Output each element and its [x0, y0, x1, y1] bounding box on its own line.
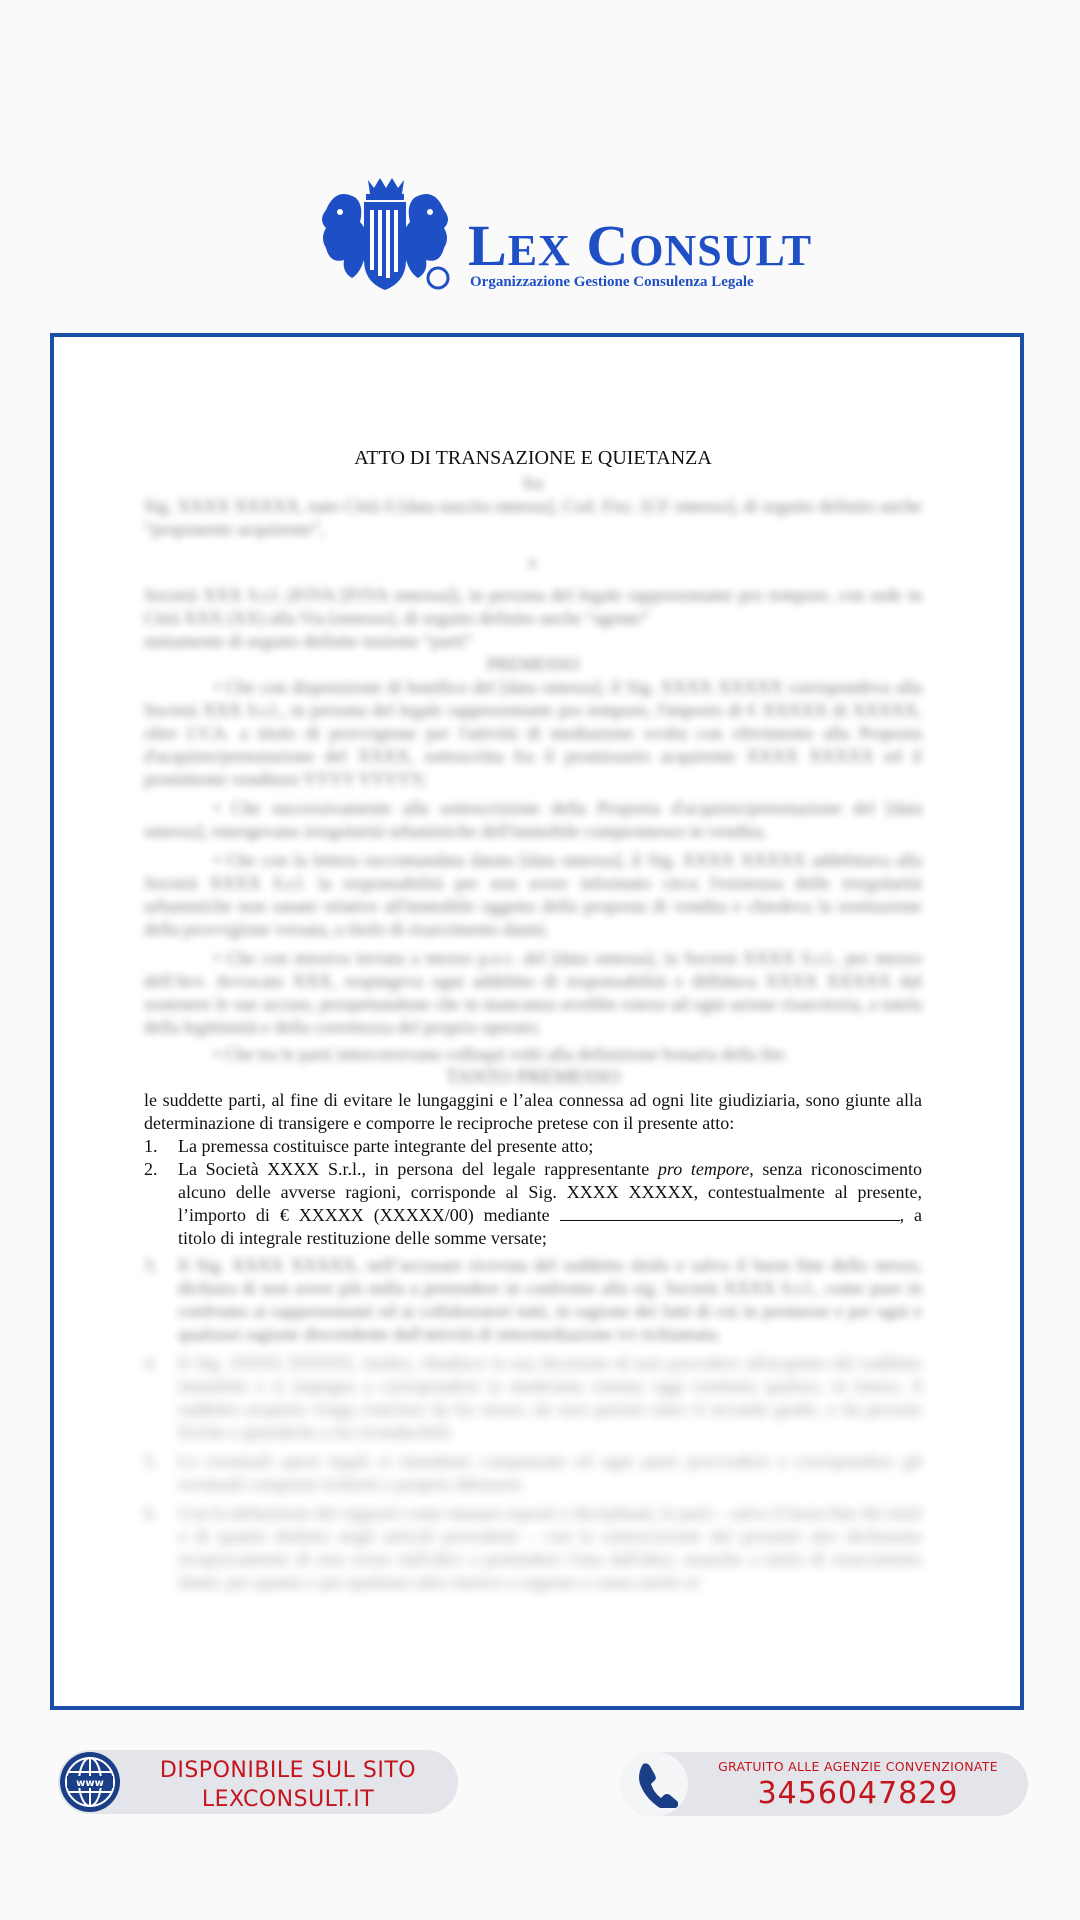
- party-one: Sig. XXXX XXXXX, nato Città il [data nascita omessa], Cod. Fisc. [CF omesso], di seguito definito anche “proponente acquirente”,: [144, 496, 922, 539]
- phone-number[interactable]: 3456047829: [757, 1776, 959, 1811]
- premise-item: • Che successivamente alla sottoscrizione della Proposta d'acquisto/prenotazione del [data omessa], emergevano irregolarità urbanistiche dell'immobile compromesso in vendita;: [144, 798, 922, 841]
- document-page: [144, 447, 922, 1594]
- premise-item: • Che con la lettera raccomandata datata [data omessa], il Sig. XXXX XXXXX addebitava alla Società XXXX S.r.l. la responsabilità per non avere informato circa l'esistenza delle irregolarità urbanistiche non sanate relative all'immobile oggetto della proposta di vendita e chiedeva la restituzione della provvigione versata, a titolo di risarcimento danni;: [144, 850, 922, 939]
- phone-icon-container: [620, 1752, 688, 1816]
- phone-badge[interactable]: [620, 1752, 1028, 1816]
- party-separator: e: [529, 552, 537, 572]
- clause-item: 5. Le eventuali spese legali si intendono compensate ed ogni parte provvederà a corrispondere gli eventuali compensi richiesti a proprio difensore.: [144, 1451, 922, 1494]
- party-two: Società XXX S.r.l. (P.IVA [P.IVA omessa]), in persona del legale rappresentante pro tempore, con sede in Città XXX (XX) alla Via [omesso], di seguito definito anche “agente”: [144, 585, 922, 628]
- website-badge[interactable]: [58, 1750, 458, 1814]
- clause-item: 6. Con la definizione dei rapporti come innanzi esposti e disciplinati, le parti – salvo il buon fine dei titoli e di quanto dedotto negli articoli precedenti – con la sottoscrizione del presente atto dichiarano reciprocamente di non avere null'altro a pretendere l'una dall'altra, neanche a titolo di risarcimento danni, per quanto e per qualsiasi altro motivo o ragione o causa anche se: [144, 1503, 922, 1592]
- lex-consult-logo: [320, 170, 813, 300]
- parties-note: unitamente di seguito definite insieme “parti”: [144, 631, 473, 651]
- clause-item: 3. Il Sig. XXXX XXXXX, nell’accusare ricevuta del suddetto titolo e salvo il buon fine dello stesso, dichiara di non avere più nulla a pretendere in confronto alla sig. Società XXXX S.r.l., come pure in confronto ai rappresentanti ed ai collaboratori tutti, in ragione dei fatti di cui in premesse e per ogni e qualsiasi ragione discendente dall'attività di intermediazione ivi richiamata.: [144, 1255, 922, 1344]
- document-subtitle: fra: [523, 473, 543, 493]
- clause-item: 4. Il Sig. XXXX XXXXX, inoltre, ribadisce la sua decisione di non procedere all'acquisto del suddetto immobile e si impegna a corrispondere la medesima somma oggi restituita qualora, in futuro, il suddetto acquisto venga concluso da lui stesso, da suoi parenti entro il secondo grado, o da persone fisiche o giuridiche a lui riconducibili.: [144, 1353, 922, 1442]
- www-globe-icon: [58, 1750, 122, 1814]
- premises-heading: PREMESSO: [486, 654, 580, 674]
- phone-caption: GRATUITO ALLE AGENZIE CONVENZIONATE: [718, 1759, 998, 1774]
- blank-line: [560, 1206, 900, 1221]
- intro-paragraph: le suddette parti, al fine di evitare le lungaggini e l’alea connessa ad ogni lite giudiziaria, sono giunte alla determinazione di transigere e comporre le reciproche pretese con il presente atto:: [144, 1090, 922, 1133]
- document-preview-frame: [50, 333, 1024, 1710]
- clause-item: 2. La Società XXXX S.r.l., in persona del legale rappresentante pro tempore, senza riconoscimento alcuno delle avverse ragioni, corrisponde al Sig. XXXX XXXXX, contestualmente al presente, l’importo di € XXXXX (XXXXX/00) mediante , a titolo di integrale restituzione delle somme versate;: [144, 1159, 923, 1248]
- brand-tagline: Organizzazione Gestione Consulenza Legale: [470, 274, 754, 290]
- premise-item: • Che tra le parti intercorrevano colloqui volti alla definizione bonaria della lite.: [214, 1044, 789, 1064]
- brand-name: LEX CONSULT: [468, 213, 813, 278]
- svg-text:www: www: [76, 1778, 104, 1789]
- crest-logo-icon: [320, 170, 450, 296]
- clause-item: 1. La premessa costituisce parte integrante del presente atto;: [144, 1136, 594, 1156]
- phone-icon: [634, 1762, 678, 1808]
- document-title: ATTO DI TRANSAZIONE E QUIETANZA: [354, 447, 712, 469]
- tanto-premesso-heading: TANTO PREMESSO: [445, 1066, 621, 1088]
- premise-item: • Che con disposizione di bonifico del [data omessa], il Sig. XXXX XXXXX corrispondeva alla Società XXX S.r.l., in persona del legale rappresentante pro tempore, l'importo di € XXXXX di XXXXX, oltre I.V.A. a titolo di provvigione per l'attività di mediazione svolta con riferimento alla Proposta d'acquisto/prenotazione del XXXX, sottoscritta fra il promissario acquirente XXXX XXXXX ed il promittente venditore YYYY YYYYY;: [144, 677, 922, 789]
- premise-item: • Che con missiva inviata a mezzo p.e.c. del [data omessa], la Società XXXX S.r.l., per mezzo dell'Avv. Avvocato XXX, respingeva ogni addebito di responsabilità e diffidava XXXX XXXXX dal sostenere le sue accuse, prospettandone che in mancanza avrebbe esteso ad ogni azione risarcitoria, a tutela della legittimità e della correttezza del proprio operato;: [144, 948, 922, 1037]
- website-label[interactable]: DISPONIBILE SUL SITO LEXCONSULT.IT: [159, 1758, 417, 1812]
